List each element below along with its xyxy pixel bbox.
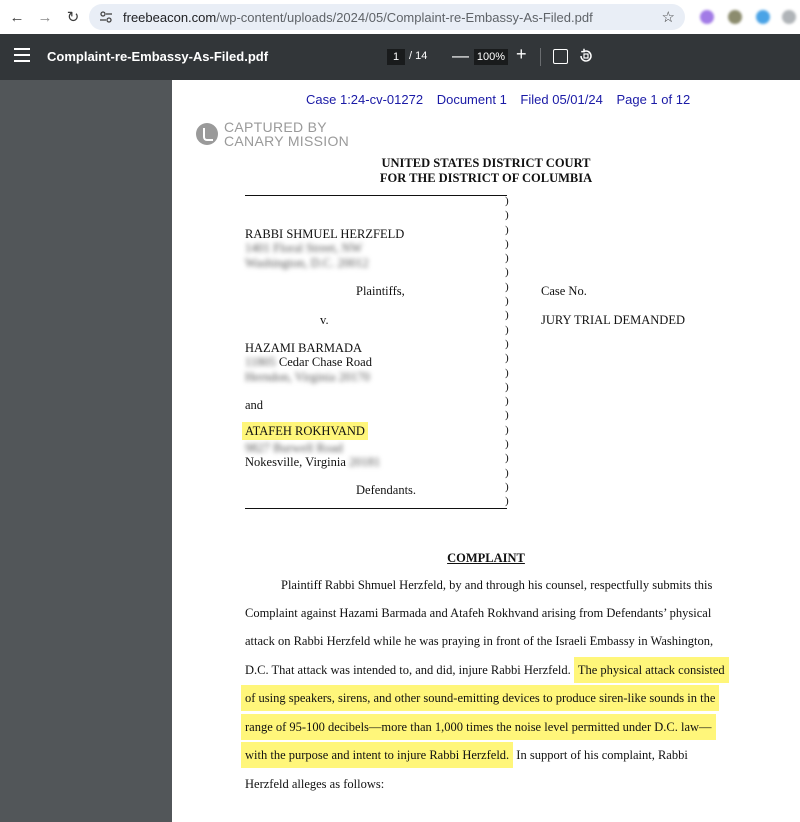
plaintiff-address-redacted: 1401 Floral Street, NW [245,241,363,255]
extension-icon[interactable] [782,10,796,24]
paragraph-line: Herzfeld alleges as follows: [245,777,385,791]
caption-parentheses: ) ) ) ) ) ) ) ) ) ) ) ) ) ) ) ) ) ) ) ) ) ) [505,195,509,508]
pdf-title: Complaint-re-Embassy-As-Filed.pdf [47,49,269,64]
defendant1-city-redacted: Herndon, Virginia 20170 [245,370,370,384]
highlighted-text: of using speakers, sirens, and other sound-emitting devices to produce siren-like sounds in the [241,685,719,711]
page-total: / 14 [409,50,428,62]
pdf-toolbar [0,34,800,80]
browser-toolbar [0,0,800,34]
paragraph-line: attack on Rabbi Herzfeld while he was praying in front of the Israeli Embassy in Washington, [245,634,714,648]
extension-icon[interactable] [728,10,742,24]
pdf-page [172,80,800,822]
extension-icon[interactable] [756,10,770,24]
highlighted-text: The physical attack consisted [574,657,729,683]
site-info-icon[interactable] [97,8,115,26]
paragraph-line [241,691,719,706]
defendant1-name: HAZAMI BARMADA [245,341,363,355]
paragraph-line: Complaint against Hazami Barmada and Atafeh Rokhvand arising from Defendants’ physical [245,606,712,620]
case-number-label: Case No. [541,284,587,298]
paragraph-line: Plaintiff Rabbi Shmuel Herzfeld, by and through his counsel, respectfully submits this [281,578,713,592]
court-name-line1: UNITED STATES DISTRICT COURT [381,156,591,170]
paragraph-line: D.C. That attack was intended to, and did, injure Rabbi Herzfeld. The physical attack consisted [245,663,729,678]
plaintiff-name: RABBI SHMUEL HERZFELD [245,227,405,241]
zoom-level-input[interactable]: 100% [474,49,508,65]
highlighted-text: with the purpose and intent to injure Rabbi Herzfeld. [241,742,513,768]
canary-logo-icon [196,123,218,145]
forward-icon[interactable]: → [37,8,53,26]
page-number-input[interactable]: 1 [387,49,405,65]
plaintiffs-label: Plaintiffs, [356,284,405,298]
defendant2-city: Nokesville, Virginia 20181 [245,455,381,469]
case-header: Case 1:24-cv-01272 Document 1 Filed 05/01/24 Page 1 of 12 [306,92,691,107]
zoom-in-icon[interactable]: + [516,44,527,64]
toolbar-divider [540,48,541,66]
jury-demand: JURY TRIAL DEMANDED [541,313,685,327]
zoom-out-icon[interactable]: — [452,46,469,65]
reload-icon[interactable]: ↻ [66,9,80,26]
paragraph-line: with the purpose and intent to injure Rabbi Herzfeld. In support of his complaint, Rabbi [241,748,688,763]
plaintiff-city-redacted: Washington, D.C. 20012 [245,256,369,270]
url-text: freebeacon.com/wp-content/uploads/2024/05/Complaint-re-Embassy-As-Filed.pdf [123,9,593,25]
and-label: and [245,398,264,412]
back-icon[interactable]: ← [9,8,25,26]
fit-to-page-icon[interactable] [553,49,568,64]
menu-icon[interactable] [14,48,30,62]
extension-icon[interactable] [700,10,714,24]
caption-bottom-rule [245,508,507,509]
paragraph-line [241,720,716,735]
bookmark-star-icon[interactable]: ☆ [661,9,675,26]
defendant2-address-redacted: 9827 Burwell Road [245,441,343,455]
address-bar[interactable] [89,4,685,30]
rotate-icon[interactable] [578,48,594,64]
defendant1-address: 11805 Cedar Chase Road [245,355,372,369]
highlighted-text: range of 95-100 decibels—more than 1,000 times the noise level permitted under D.C. law— [241,714,716,740]
defendant2-name: ATAFEH ROKHVAND [242,424,368,439]
caption-top-rule [245,195,507,196]
court-name-line2: FOR THE DISTRICT OF COLUMBIA [379,171,593,185]
versus-label: v. [320,313,329,327]
defendants-label: Defendants. [356,483,417,497]
canary-mission-watermark: CAPTURED BY CANARY MISSION [196,120,349,148]
complaint-title: COMPLAINT [447,551,525,565]
